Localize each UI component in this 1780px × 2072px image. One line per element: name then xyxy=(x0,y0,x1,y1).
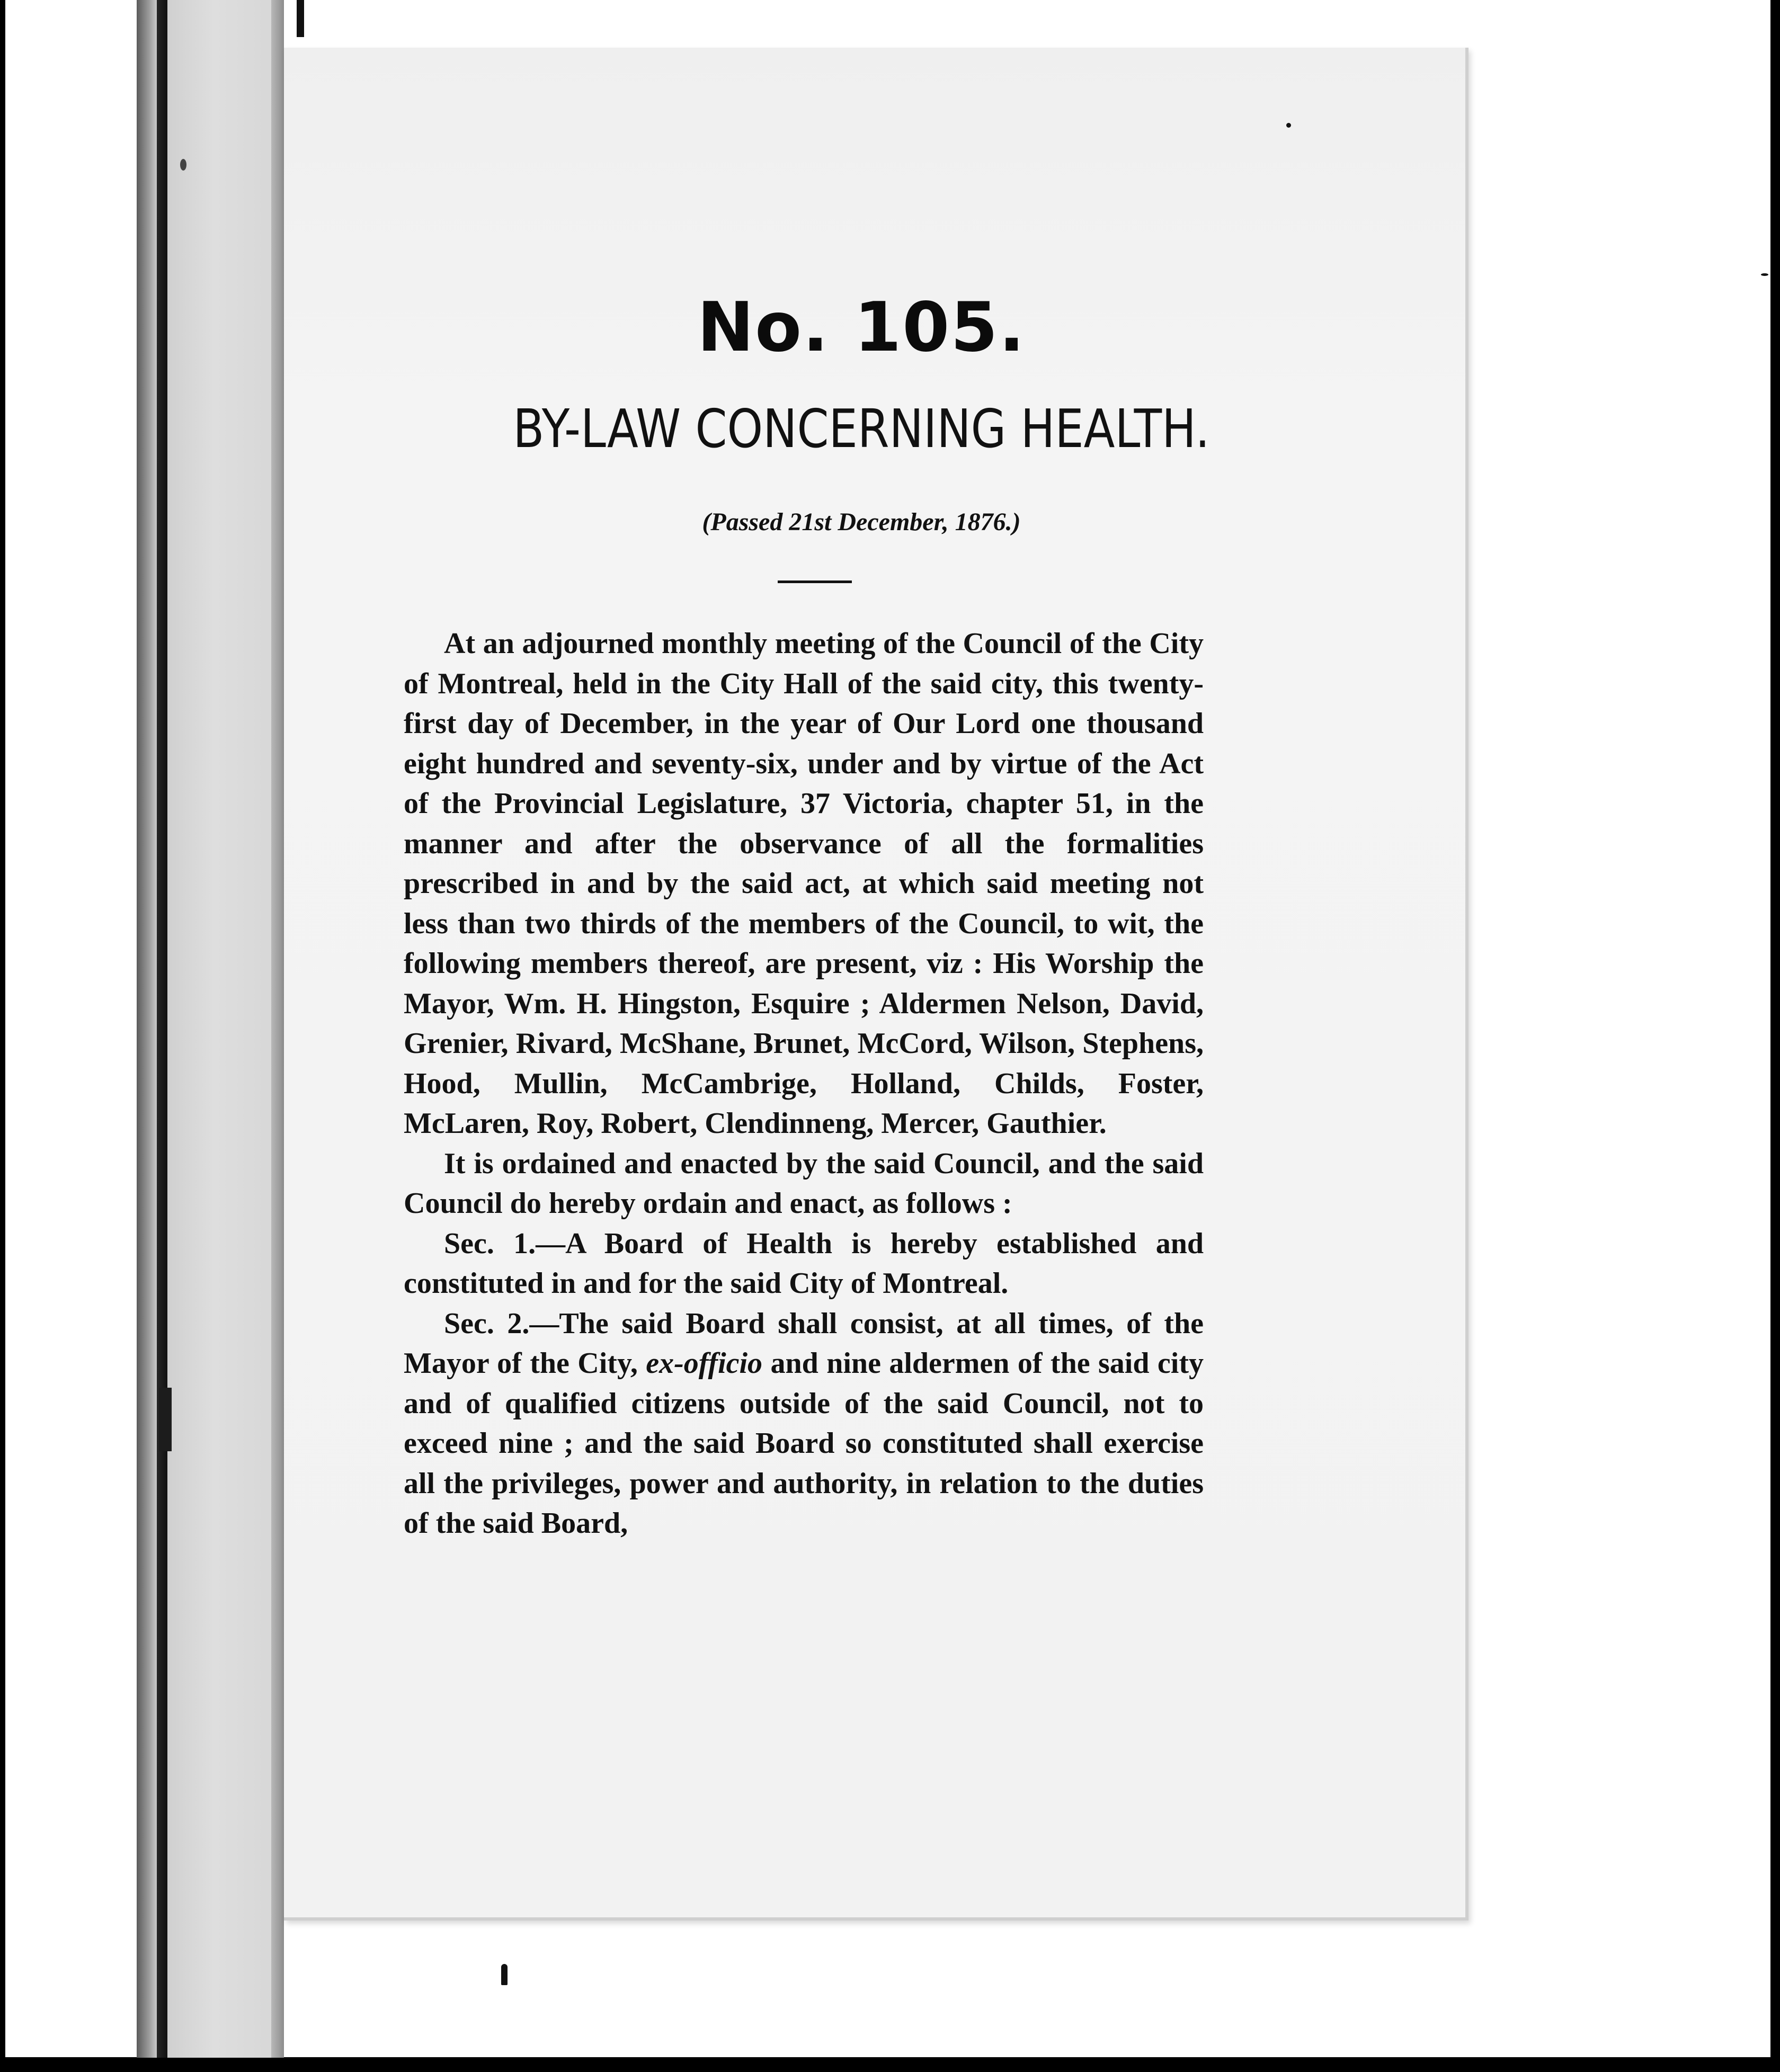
scan-border-left xyxy=(0,0,5,2072)
binding-strip-inner xyxy=(157,0,167,2058)
section-1-paragraph: Sec. 1.—A Board of Health is hereby established and constituted in and for the said City of Montreal. xyxy=(404,1227,1204,1300)
document-title: BY-LAW CONCERNING HEALTH. xyxy=(513,398,1210,460)
enactment-paragraph: It is ordained and enacted by the said Council, and the said Council do hereby ordain and enact, as follows : xyxy=(404,1147,1204,1220)
binding-fold xyxy=(167,0,284,2058)
dust-speck xyxy=(180,159,186,171)
scan-top-mark xyxy=(297,0,304,37)
section-2-italic-term: ex-officio xyxy=(646,1347,763,1380)
passed-date-note: (Passed 21st December, 1876.) xyxy=(702,508,1021,536)
scan-bottom-mark xyxy=(501,1964,508,1985)
by-law-body xyxy=(404,624,1204,1544)
section-2-text-start: Sec. 2.—The said Board shall consist, at all times, of the Mayor of the City, xyxy=(404,1307,1204,1380)
scan-border-bottom xyxy=(0,2057,1780,2072)
binding-edge xyxy=(271,0,284,2058)
binding-strip-outer xyxy=(137,0,157,2058)
section-2-paragraph xyxy=(404,1304,1204,1544)
document-number: No. 105. xyxy=(697,288,1026,367)
preamble-paragraph: At an adjourned monthly meeting of the Council of the City of Montreal, held in the City Hall of the said city, this twenty-first day of December, in the year of Our Lord one thousand eight hundred and seventy-six, under and by virtue of the Act of the Provincial Legislature, 37 Victoria, chapter 51, in the manner and after the observance of all the formalities prescribed in and by the said act, at which said meeting not less than two thirds of the members of the Council, to wit, the following members thereof, are present, viz : His Worship the Mayor, Wm. H. Hingston, Esquire ; Aldermen Nelson, David, Grenier, Rivard, McShane, Brunet, McCord, Wilson, Stephens, Hood, Mullin, McCambrige, Holland, Childs, Foster, McLaren, Roy, Robert, Clendinneng, Mercer, Gauthier. xyxy=(404,627,1204,1140)
dust-speck xyxy=(1761,273,1768,276)
scan-border-right xyxy=(1770,0,1780,2072)
dust-speck xyxy=(1286,123,1291,128)
divider-rule xyxy=(778,580,852,583)
fold-notch xyxy=(159,1388,172,1451)
section-2-text-end: and nine aldermen of the said city and of qualified citizens outside of the said Council, not to exceed nine ; and the said Board so constituted shall exercise all the privileges, power and authority, in relation to the duties of the said Board, xyxy=(404,1347,1204,1540)
